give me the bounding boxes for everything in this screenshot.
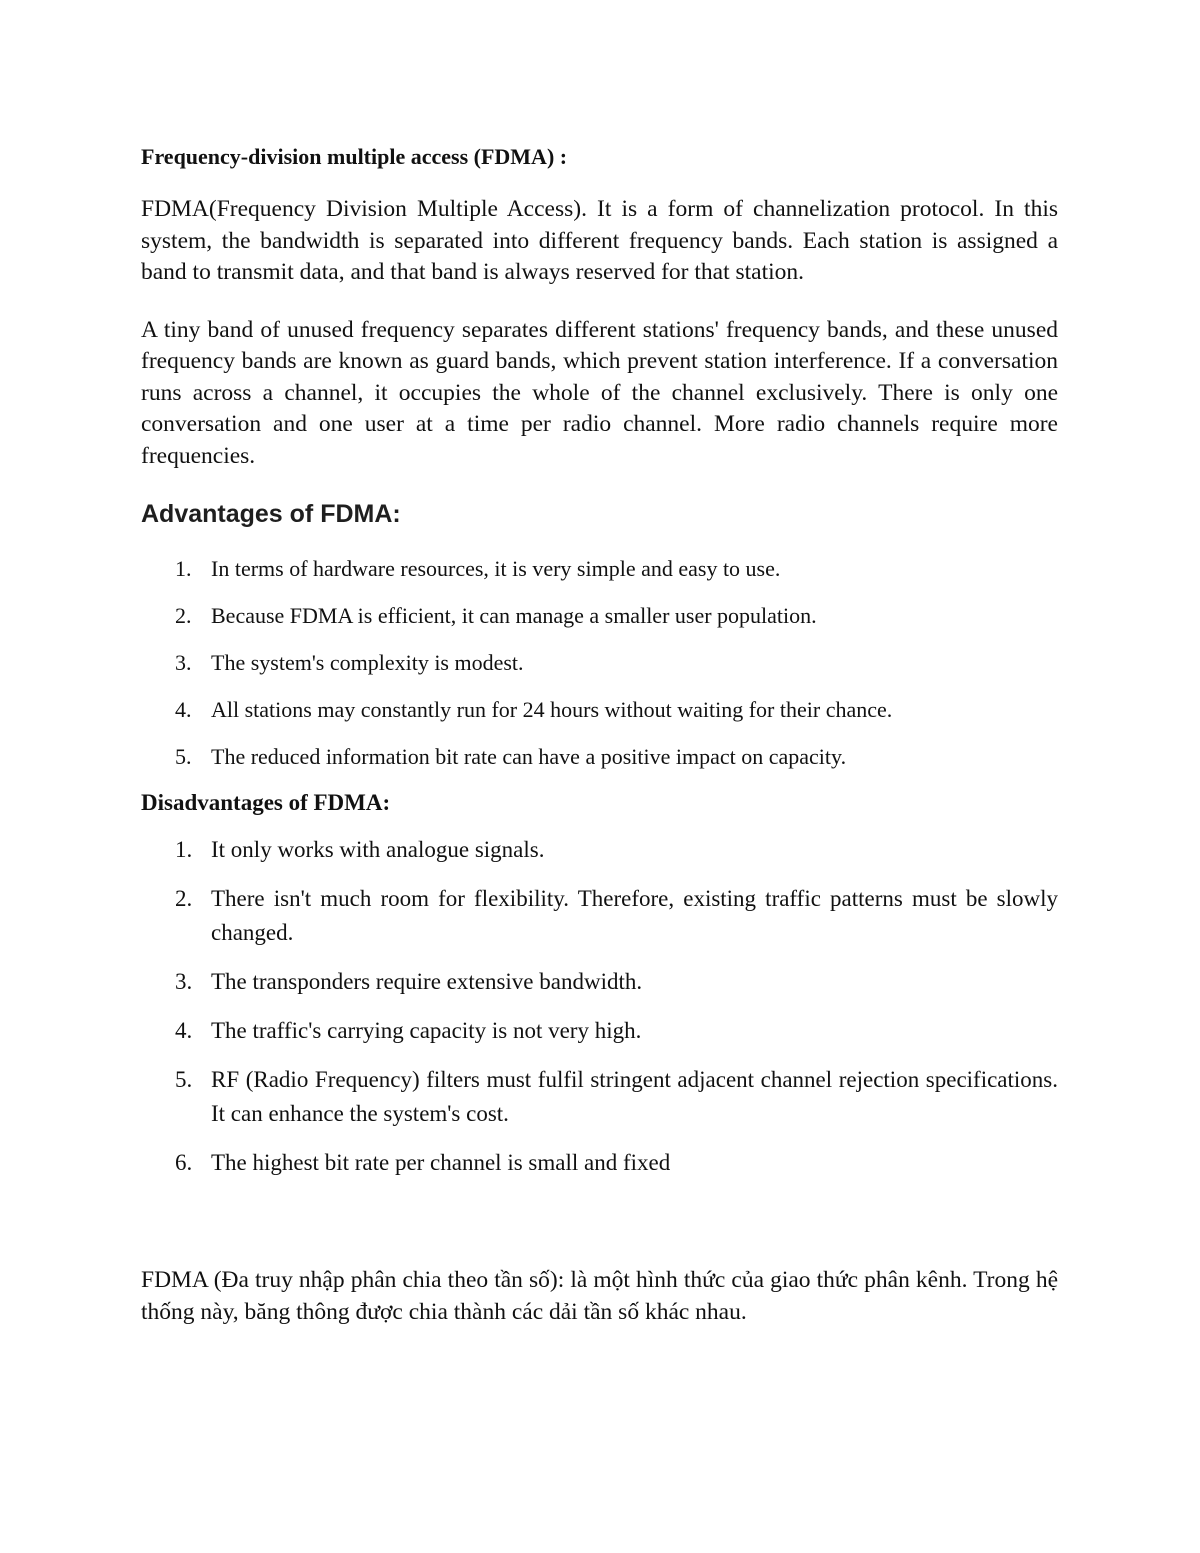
list-item [141, 740, 1058, 774]
list-item-text: All stations may constantly run for 24 hours without waiting for their chance. [211, 697, 893, 722]
list-item [141, 552, 1058, 586]
list-item [141, 833, 1058, 867]
list-number: 3. [175, 969, 193, 994]
disadvantages-list [141, 833, 1058, 1180]
list-item [141, 693, 1058, 727]
list-item [141, 1146, 1058, 1180]
list-number: 2. [175, 886, 193, 911]
advantages-heading: Advantages of FDMA: [141, 500, 401, 528]
list-number: 5. [175, 1067, 193, 1092]
list-number: 4. [175, 697, 192, 722]
document-title: Frequency-division multiple access (FDMA) : [141, 144, 568, 169]
list-item-text: In terms of hardware resources, it is very simple and easy to use. [211, 556, 781, 581]
list-item-text: The highest bit rate per channel is small and fixed [211, 1150, 671, 1175]
list-item [141, 1014, 1058, 1048]
vietnamese-paragraph: FDMA (Đa truy nhập phân chia theo tần số): là một hình thức của giao thức phân kênh. Trong hệ thống này, băng thông được chia thành các dải tần số khác nhau. [141, 1267, 1058, 1325]
list-item-text: The traffic's carrying capacity is not very high. [211, 1018, 642, 1043]
list-item [141, 882, 1058, 950]
list-item-text: Because FDMA is efficient, it can manage a smaller user population. [211, 603, 817, 628]
list-item-text: There isn't much room for flexibility. Therefore, existing traffic patterns must be slowly changed. [211, 886, 1058, 945]
list-item [141, 646, 1058, 680]
advantages-list [141, 552, 1058, 774]
list-number: 1. [175, 837, 193, 862]
guard-band-paragraph: A tiny band of unused frequency separates different stations' frequency bands, and these unused frequency bands are known as guard bands, which prevent station interference. If a conversation runs across a channel, it occupies the whole of the channel exclusively. There is only one conversation and one user at a time per radio channel. More radio channels require more frequencies. [141, 316, 1058, 469]
list-item-text: It only works with analogue signals. [211, 837, 545, 862]
disadvantages-heading: Disadvantages of FDMA: [141, 790, 391, 815]
spacer [141, 1195, 1058, 1265]
list-item-text: The system's complexity is modest. [211, 650, 524, 675]
list-item-text: The transponders require extensive bandwidth. [211, 969, 643, 994]
list-item-text: The reduced information bit rate can have a positive impact on capacity. [211, 744, 847, 769]
list-number: 5. [175, 744, 192, 769]
intro-paragraph: FDMA(Frequency Division Multiple Access). It is a form of channelization protocol. In this system, the bandwidth is separated into different frequency bands. Each station is assigned a band to transmit data, and that band is always reserved for that station. [141, 196, 1058, 285]
list-number: 2. [175, 603, 192, 628]
list-number: 3. [175, 650, 192, 675]
list-number: 4. [175, 1018, 193, 1043]
list-item [141, 599, 1058, 633]
list-number: 1. [175, 556, 192, 581]
list-item [141, 1063, 1058, 1131]
document-page [141, 140, 1058, 1328]
list-number: 6. [175, 1150, 193, 1175]
list-item [141, 965, 1058, 999]
list-item-text: RF (Radio Frequency) filters must fulfil stringent adjacent channel rejection specifications. It can enhance the system's cost. [211, 1067, 1058, 1126]
